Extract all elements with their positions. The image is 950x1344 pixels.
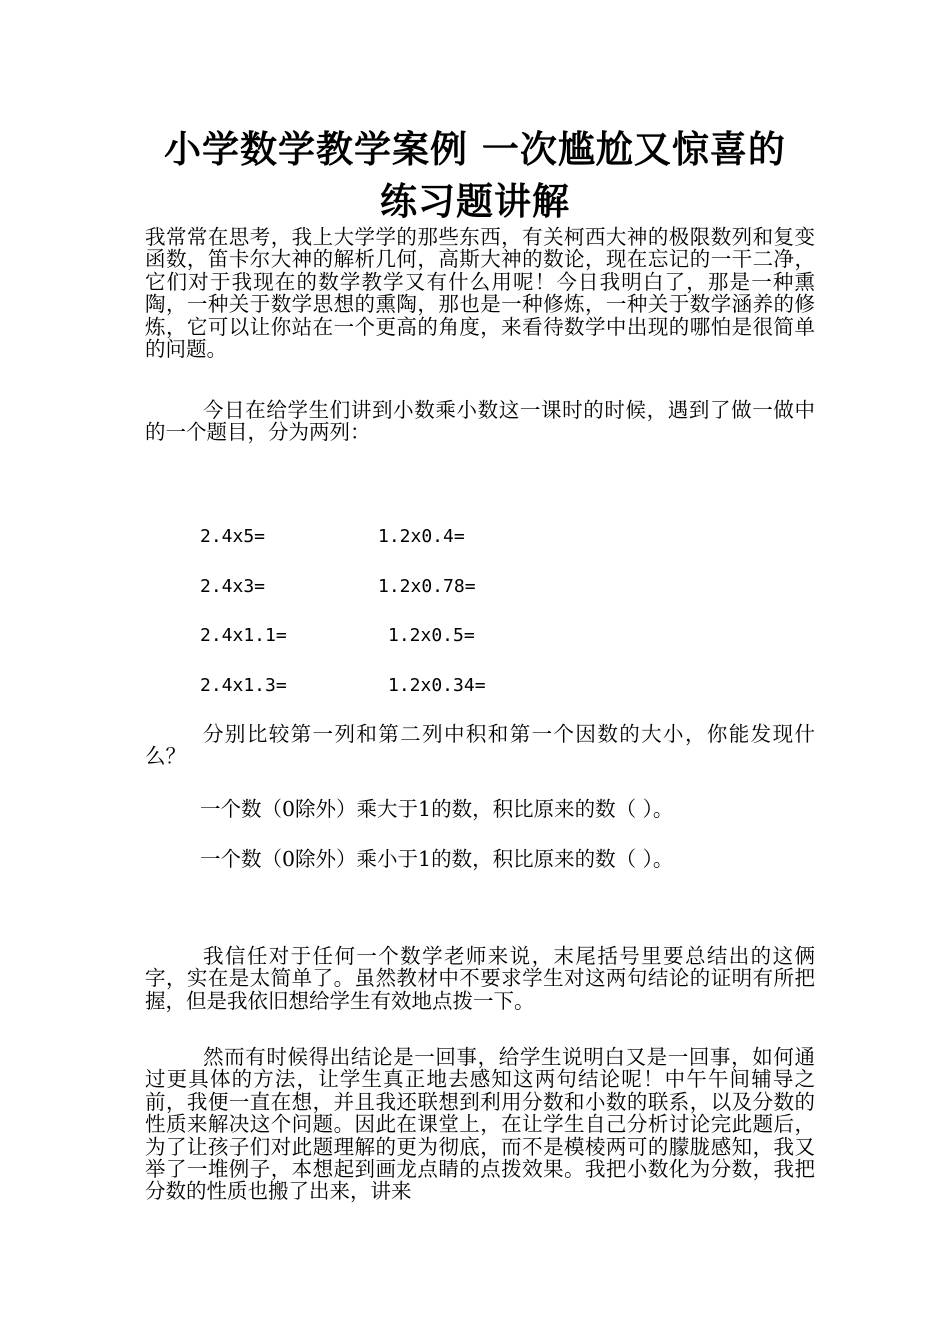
paragraph-reflection: 我信任对于任何一个数学老师来说，末尾括号里要总结出的这俩字，实在是太简单了。虽然教材中不要求学生对这两句结论的证明有所把握，但是我依旧想给学生有效地点拨一下。 xyxy=(145,944,815,1013)
paragraph-lesson: 今日在给学生们讲到小数乘小数这一课时的时候，遇到了做一做中的一个题目，分为两列： xyxy=(145,398,815,445)
paragraph-explanation: 然而有时候得出结论是一回事，给学生说明白又是一回事，如何通过更具体的方法，让学生真正地去感知这两句结论呢！中午午间辅导之前，我便一直在想，并且我还联想到利用分数和小数的联系，以及分数的性质来解决这个问题。因此在课堂上，在让学生自己分析讨论完此题后，为了让孩子们对此题理解的更为彻底，而不是模棱两可的朦胧感知，我又举了一堆例子，本想起到画龙点睛的点拨效果。我把小数化为分数，我把分数的性质也搬了出来，讲来 xyxy=(145,1045,815,1204)
paragraph-intro: 我常常在思考，我上大学学的那些东西，有关柯西大神的极限数列和复变函数，笛卡尔大神的解析几何，高斯大神的数论，现在忘记的一干二净，它们对于我现在的数学教学又有什么用呢！今日我明白了，那是一种熏陶，一种关于数学思想的熏陶，那也是一种修炼，一种关于数学涵养的修炼，它可以让你站在一个更高的角度，来看待数学中出现的哪怕是很简单的问题。 xyxy=(145,225,815,362)
conclusion-greater-than-one: 一个数（0除外）乘大于1的数，积比原来的数（ ）。 xyxy=(200,797,674,821)
exercise-left-2: 2.4x3= xyxy=(200,576,266,597)
exercise-right-1: 1.2x0.4= xyxy=(378,526,465,547)
exercise-left-4: 2.4x1.3= xyxy=(200,675,287,696)
exercise-left-1: 2.4x5= xyxy=(200,526,266,547)
exercise-left-3: 2.4x1.1= xyxy=(200,625,287,646)
conclusion-less-than-one: 一个数（0除外）乘小于1的数，积比原来的数（ ）。 xyxy=(200,847,674,871)
document-title-line-2: 练习题讲解 xyxy=(380,180,570,223)
exercise-right-2: 1.2x0.78= xyxy=(378,576,476,597)
document-title-line-1: 小学数学教学案例 一次尴尬又惊喜的 xyxy=(164,128,786,171)
paragraph-question: 分别比较第一列和第二列中积和第一个因数的大小，你能发现什么？ xyxy=(145,722,815,769)
exercise-right-3: 1.2x0.5= xyxy=(388,625,475,646)
exercise-right-4: 1.2x0.34= xyxy=(388,675,486,696)
